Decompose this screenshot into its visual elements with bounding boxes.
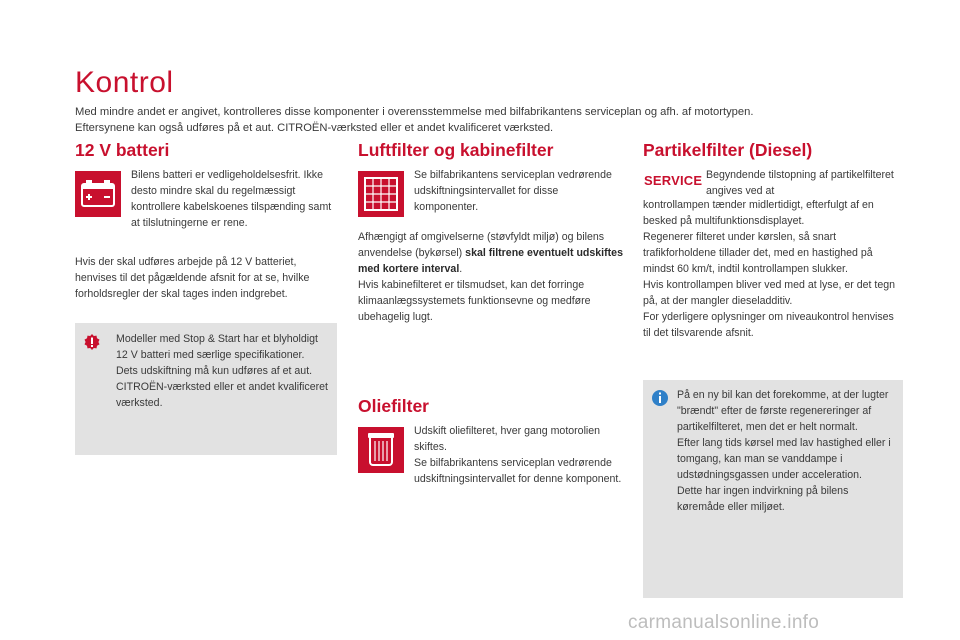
warning-line-2: Dets udskiftning må kun udføres af et aut. CITROËN-værksted eller et andet kvalificeret værksted.	[116, 365, 328, 409]
air-filter-detail-para	[358, 229, 626, 277]
watermark: carmanualsonline.info	[628, 612, 820, 633]
air-filter-heading: Luftfilter og kabinefilter	[358, 140, 554, 160]
oil-filter-icon	[358, 427, 404, 473]
particle-filter-line-3: For yderligere oplysninger om niveaukontrol henvises til det tilsvarende afsnit.	[643, 311, 894, 339]
particle-filter-line-2: Hvis kontrollampen bliver ved med at lyse, er det tegn på, at der mangler dieseladditiv.	[643, 279, 896, 307]
info-line-2: Efter lang tids kørsel med lav hastighed eller i tomgang, kan man se vanddampe i udstødningsgassen under acceleration.	[677, 437, 891, 481]
battery-note	[75, 254, 337, 302]
air-filter-detail-start: Afhængigt af omgivelserne (støvfyldt miljø) og bilens anvendelse (bykørsel)	[358, 231, 605, 259]
battery-icon	[75, 171, 121, 217]
oil-filter-line-1: Udskift oliefilteret, hver gang motorolien skiftes.	[414, 425, 601, 453]
intro-text	[75, 104, 895, 136]
warning-line-1: Modeller med Stop & Start har et blyholdigt 12 V batteri med særlige specifikationer.	[116, 333, 318, 361]
page-title: Kontrol	[75, 66, 174, 99]
oil-filter-line-2: Se bilfabrikantens serviceplan vedrørende udskiftningsintervallet for denne komponent.	[414, 457, 622, 485]
service-label: SERVICE	[644, 173, 703, 188]
particle-filter-lead	[706, 167, 896, 199]
info-icon	[651, 389, 669, 407]
service-warning-icon	[644, 171, 703, 191]
battery-note-text: Hvis der skal udføres arbejde på 12 V batteriet, henvises til det pågældende afsnit for at se, hvilke forholdsregler der skal tages inden indgrebet.	[75, 256, 310, 300]
particle-filter-text	[643, 197, 903, 341]
air-filter-text	[414, 167, 624, 215]
battery-warning-text	[116, 331, 328, 411]
warning-icon	[83, 333, 101, 351]
air-filter-detail-end: Hvis kabinefilteret er tilsmudset, kan det forringe klimaanlægssystemets funktionsevne og medføre ubehagelig lugt.	[358, 279, 591, 323]
oil-filter-text	[414, 423, 626, 487]
particle-filter-heading: Partikelfilter (Diesel)	[643, 140, 813, 160]
particle-info-text	[677, 387, 893, 515]
particle-filter-line-1: Regenerer filteret under kørslen, så snart trafikforholdene tillader det, med en hastighed på mindst 60 km/t, indtil kontrollampen slukker.	[643, 231, 873, 275]
air-filter-detail-bold: skal filtrene eventuelt udskiftes med kortere interval	[358, 247, 623, 275]
info-line-3: Dette har ingen indvirkning på bilens køremåde eller miljøet.	[677, 485, 849, 513]
battery-description: Bilens batteri er vedligeholdelsesfrit. Ikke desto mindre skal du regelmæssigt kontrollere kabelskoenes tilspænding samt at tilslutningerne er rene.	[131, 169, 332, 229]
air-filter-detail	[358, 229, 626, 325]
air-filter-description: Se bilfabrikantens serviceplan vedrørende udskiftningsintervallet for disse komponenter.	[414, 169, 612, 213]
particle-filter-rest: kontrollampen tænder midlertidigt, efterfulgt af en besked på multifunktionsdisplayet.	[643, 199, 874, 227]
air-filter-detail-period: .	[459, 263, 463, 275]
particle-filter-lead-text: Begyndende tilstopning af partikelfilteret angives ved at	[706, 169, 894, 197]
intro-line-1: Med mindre andet er angivet, kontrolleres disse komponenter i overensstemmelse med bilfabrikantens serviceplan og afh. af motortypen.	[75, 106, 754, 118]
intro-line-2: Eftersynene kan også udføres på et aut. CITROËN-værksted eller et andet kvalificeret værksted.	[75, 122, 554, 134]
air-filter-icon	[358, 171, 404, 217]
battery-text	[131, 167, 336, 231]
battery-heading: 12 V batteri	[75, 140, 170, 160]
info-line-1: På en ny bil kan det forekomme, at der lugter "brændt" efter de første regenereringer af partikelfilteret, men det er helt normalt.	[677, 389, 889, 433]
oil-filter-heading: Oliefilter	[358, 396, 429, 416]
